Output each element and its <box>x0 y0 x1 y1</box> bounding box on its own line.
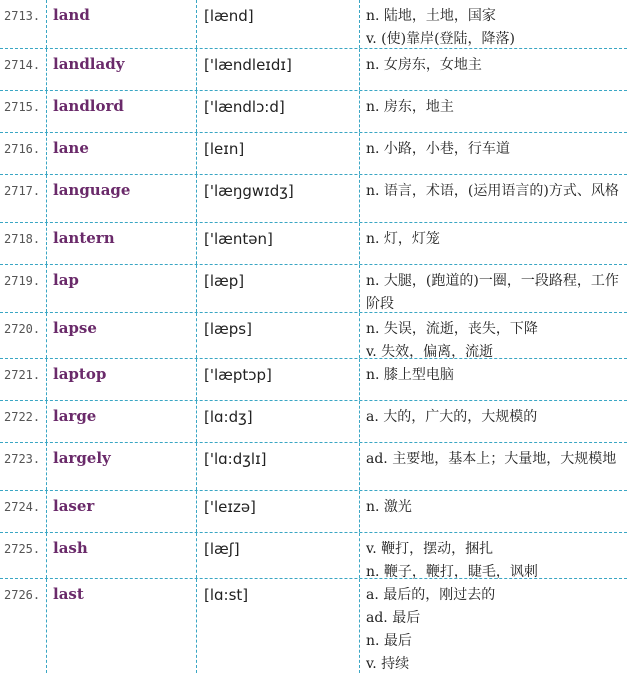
definition-cell <box>359 443 627 490</box>
pronunciation-cell <box>196 359 359 400</box>
entry-number: 2723. <box>4 452 41 466</box>
table-row <box>0 90 627 132</box>
word-cell <box>46 49 196 90</box>
pronunciation-cell <box>196 401 359 442</box>
phonetic-transcription: ['læptɔp] <box>204 366 272 384</box>
definition-list <box>366 406 621 429</box>
definition-line: n. 小路，小巷，行车道 <box>366 141 510 157</box>
table-row <box>0 48 627 90</box>
index-cell <box>0 0 46 48</box>
index-cell <box>0 313 46 358</box>
entry-number: 2718. <box>4 232 41 246</box>
phonetic-transcription: [læp] <box>204 272 245 290</box>
headword: lapse <box>53 319 97 337</box>
definition-line: v. 鞭打，摆动，捆扎 <box>366 541 494 557</box>
word-cell <box>46 223 196 264</box>
entry-number: 2721. <box>4 368 41 382</box>
table-row <box>0 264 627 312</box>
definition-cell <box>359 401 627 442</box>
index-cell <box>0 491 46 532</box>
word-cell <box>46 0 196 48</box>
phonetic-transcription: ['lændleɪdɪ] <box>204 56 292 74</box>
pronunciation-cell <box>196 91 359 132</box>
word-cell <box>46 91 196 132</box>
table-row <box>0 312 627 358</box>
definition-cell <box>359 579 627 673</box>
word-cell <box>46 401 196 442</box>
definition-cell <box>359 313 627 358</box>
entry-number: 2722. <box>4 410 41 424</box>
table-row <box>0 400 627 442</box>
definition-cell <box>359 91 627 132</box>
definition-cell <box>359 0 627 48</box>
entry-number: 2726. <box>4 588 41 602</box>
table-row <box>0 442 627 490</box>
headword: laptop <box>53 365 107 383</box>
definition-line: n. 膝上型电脑 <box>366 367 454 383</box>
definition-cell <box>359 265 627 312</box>
entry-number: 2719. <box>4 274 41 288</box>
definition-line: n. 最后 <box>366 633 412 649</box>
headword: last <box>53 585 84 603</box>
table-row <box>0 358 627 400</box>
pronunciation-cell <box>196 313 359 358</box>
index-cell <box>0 533 46 578</box>
word-cell <box>46 265 196 312</box>
pronunciation-cell <box>196 133 359 174</box>
definition-list <box>366 364 621 387</box>
word-cell <box>46 133 196 174</box>
index-cell <box>0 401 46 442</box>
definition-list <box>366 448 621 471</box>
index-cell <box>0 133 46 174</box>
entry-number: 2724. <box>4 500 41 514</box>
definition-list <box>366 5 621 51</box>
table-row <box>0 132 627 174</box>
table-row <box>0 222 627 264</box>
definition-list <box>366 180 621 203</box>
definition-line: v. 持续 <box>366 656 410 672</box>
definition-line: a. 最后的，刚过去的 <box>366 587 496 603</box>
word-cell <box>46 443 196 490</box>
word-cell <box>46 175 196 222</box>
phonetic-transcription: [lɑ:st] <box>204 586 249 604</box>
pronunciation-cell <box>196 49 359 90</box>
definition-list <box>366 96 621 119</box>
phonetic-transcription: ['lɑ:dʒlɪ] <box>204 450 267 468</box>
definition-cell <box>359 223 627 264</box>
headword: lane <box>53 139 89 157</box>
headword: lash <box>53 539 88 557</box>
definition-line: n. 女房东，女地主 <box>366 57 482 73</box>
headword: largely <box>53 449 111 467</box>
entry-number: 2715. <box>4 100 41 114</box>
headword: laser <box>53 497 95 515</box>
pronunciation-cell <box>196 443 359 490</box>
entry-number: 2713. <box>4 9 41 23</box>
phonetic-transcription: [lænd] <box>204 7 254 25</box>
definition-line: n. 鞭子，鞭打，睫毛，讽刺 <box>366 564 538 580</box>
index-cell <box>0 175 46 222</box>
phonetic-transcription: [leɪn] <box>204 140 245 158</box>
definition-cell <box>359 49 627 90</box>
phonetic-transcription: ['leɪzə] <box>204 498 256 516</box>
entry-number: 2720. <box>4 322 41 336</box>
word-cell <box>46 313 196 358</box>
definition-line: n. 失误，流逝，丧失，下降 <box>366 321 538 337</box>
entry-number: 2717. <box>4 184 41 198</box>
definition-list <box>366 584 621 676</box>
pronunciation-cell <box>196 491 359 532</box>
headword: landlady <box>53 55 125 73</box>
word-cell <box>46 579 196 673</box>
index-cell <box>0 265 46 312</box>
headword: large <box>53 407 97 425</box>
definition-cell <box>359 359 627 400</box>
definition-line: n. 语言，术语，(运用语言的)方式、风格 <box>366 183 619 199</box>
index-cell <box>0 579 46 673</box>
headword: language <box>53 181 131 199</box>
definition-line: v. 失效，偏离，流逝 <box>366 344 494 360</box>
pronunciation-cell <box>196 223 359 264</box>
definition-cell <box>359 533 627 578</box>
table-row <box>0 0 627 48</box>
definition-cell <box>359 133 627 174</box>
definition-list <box>366 496 621 519</box>
index-cell <box>0 49 46 90</box>
index-cell <box>0 359 46 400</box>
phonetic-transcription: ['læntən] <box>204 230 273 248</box>
word-cell <box>46 491 196 532</box>
headword: landlord <box>53 97 124 115</box>
table-row <box>0 490 627 532</box>
definition-line: a. 大的，广大的，大规模的 <box>366 409 538 425</box>
index-cell <box>0 223 46 264</box>
headword: land <box>53 6 90 24</box>
headword: lap <box>53 271 79 289</box>
definition-line: ad. 最后 <box>366 610 421 626</box>
table-row <box>0 578 627 673</box>
definition-list <box>366 138 621 161</box>
phonetic-transcription: ['lændlɔ:d] <box>204 98 285 116</box>
definition-line: n. 陆地，土地，国家 <box>366 8 496 24</box>
phonetic-transcription: [læps] <box>204 320 252 338</box>
table-row <box>0 532 627 578</box>
definition-cell <box>359 491 627 532</box>
word-cell <box>46 359 196 400</box>
pronunciation-cell <box>196 533 359 578</box>
entry-number: 2714. <box>4 58 41 72</box>
entry-number: 2716. <box>4 142 41 156</box>
phonetic-transcription: [læʃ] <box>204 540 240 558</box>
definition-line: n. 大腿，(跑道的)一圈，一段路程，工作阶段 <box>366 273 619 312</box>
definition-line: v. (使)靠岸(登陆，降落) <box>366 31 515 47</box>
headword: lantern <box>53 229 115 247</box>
definition-list <box>366 270 621 316</box>
definition-list <box>366 228 621 251</box>
definition-list <box>366 54 621 77</box>
index-cell <box>0 91 46 132</box>
phonetic-transcription: ['læŋgwɪdʒ] <box>204 182 294 200</box>
definition-line: n. 灯，灯笼 <box>366 231 440 247</box>
pronunciation-cell <box>196 265 359 312</box>
index-cell <box>0 443 46 490</box>
word-cell <box>46 533 196 578</box>
pronunciation-cell <box>196 175 359 222</box>
definition-line: ad. 主要地，基本上；大量地，大规模地 <box>366 451 617 467</box>
entry-number: 2725. <box>4 542 41 556</box>
pronunciation-cell <box>196 0 359 48</box>
table-row <box>0 174 627 222</box>
definition-line: n. 激光 <box>366 499 412 515</box>
pronunciation-cell <box>196 579 359 673</box>
phonetic-transcription: [lɑ:dʒ] <box>204 408 253 426</box>
definition-cell <box>359 175 627 222</box>
definition-line: n. 房东，地主 <box>366 99 454 115</box>
